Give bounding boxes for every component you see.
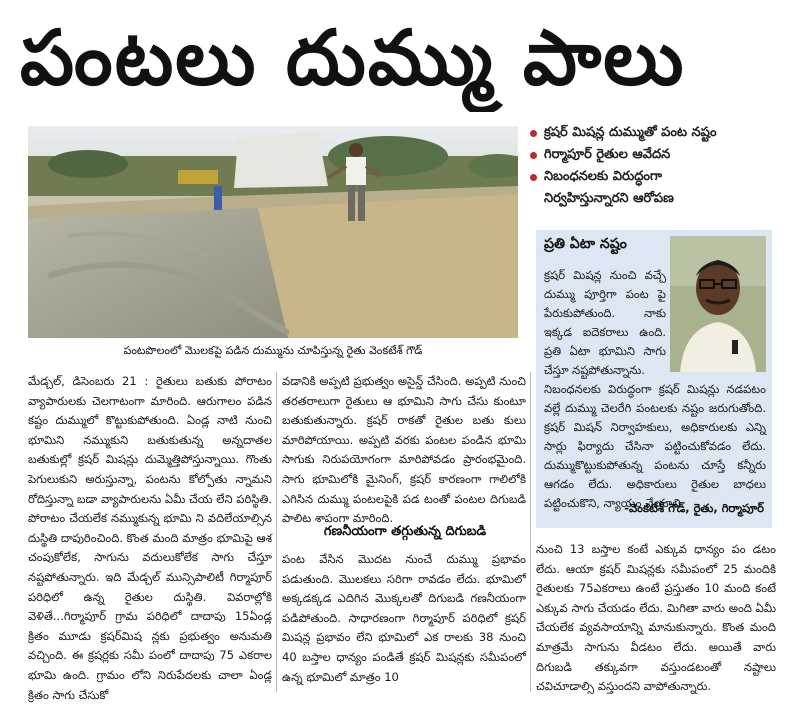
highlight-item: క్రషర్ మిషన్ల దుమ్ముతో పంట నష్టం <box>530 122 780 144</box>
farmer-portrait <box>670 236 766 372</box>
article-subheading: గణనీయంగా తగ్గుతున్న దిగుబడి <box>323 524 487 539</box>
quote-signature: -వెంకటేశ్ గౌడ్, రైతు, గిర్మాపూర్ <box>624 501 764 515</box>
article-column-3: నుంచి 13 బస్తాల కంటే ఎక్కువ ధాన్యం పం డటం లేదు. ఆయా క్రషర్ మిషన్లకు సమీపంలో 25 మందికి రైతులకు 75ఎకరాలు ఉంటే ప్రస్తుతం 10 మంది కంటే ఎక్కువ సాగు చేయడం లేదు. మిగితా వారు అంది ఏమీ చేయలేక వ్యవసాయాన్ని మానుకున్నారు. కొంత మంది మాత్రమే సాగును వీడటం లేదు. అయితే వారు దిగుబడి తక్కువగా వస్తుండటంతో నష్టాలు చవిచూడాల్సి వస్తుందని వాపోతున్నారు. <box>536 542 776 694</box>
article-column-2: వడానికి అప్పటి ప్రభుత్వం అసైన్డ్ చేసింది. అప్పటి నుంచి తరతరాలుగా రైతులు ఆ భూమిని సాగు చేసు కుంటూ బతుకుతున్నారు. క్రషర్ రాకతో రైతుల బతు కులు మారిపోయాయి. అప్పటి వరకు పంటల పండిన భూమి సాగుకు నిరుపయోగంగా మారిపోవడం ప్రారంభమైంది. సాగు భూమిలోకి మైనింగ్, క్రషర్ కారణంగా గాలిలోకి ఎగిసిన దుమ్ము పంటలపైకి పడ టంతో పంటల దిగుబడి పాలిట శాపంగా మారింది. <box>282 374 526 526</box>
article-column-2-continued: పంట వేసిన మొదట నుంచే దుమ్ము ప్రభావం పడుతుంది. మొలకలు సరిగా రావడం లేదు. భూమిలో అక్కడక్కడ ఎదిగిన మొక్కలతో దిగుబడి గణనీయంగా పడిపోతుంది. సాధారణంగా గిర్మాపూర్ పరిధిలో క్రషర్ మిషన్ల ప్రభావం లేని భూమిలో ఎక రాలకు 38 నుంచి 40 బస్తాల ధాన్యం పండితే క్రషర్ మిషన్లకు సమీపంలో ఉన్న భూమిలో మాత్రం 10 <box>282 552 526 684</box>
quote-text-body: నిబంధనలకు విరుద్ధంగా క్రషర్ మిషన్లు నడపటం వల్లే దుమ్ము చెలరేగి పంటలకు నష్టం జరుగుతోంది. క్రషర్ మిషన్ నిర్వాహకులు, అధికారులకు ఎన్ని సార్లు ఫిర్యాదు చేసినా పట్టించుకోవడం లేదు. దుమ్ముకొట్టుకుపోతున్న పంటను చూస్తే కన్నీరు ఆగడం లేదు. అధికారులు రైతుల బాధలు పట్టించుకొని, న్యాయం చేయాలి. <box>544 382 766 510</box>
news-photo <box>28 126 518 338</box>
column-divider <box>530 372 531 692</box>
column-divider <box>276 372 277 692</box>
photo-caption: పంటపొలంలో మొలకపై పడిన దుమ్మును చూపిస్తున్న రైతు వెంకటేశ్ గౌడ్ <box>123 344 423 357</box>
quote-title: ప్రతి ఏటా నష్టం <box>544 236 627 252</box>
headline: పంటలు దుమ్ము పాలు <box>20 13 686 102</box>
highlights-list <box>530 122 780 210</box>
highlight-item: నిర్వహిస్తున్నారని ఆరోపణ <box>544 191 674 206</box>
farmer-quote-box <box>536 230 772 528</box>
highlight-item: నిబంధనలకు విరుద్ధంగా <box>530 166 780 188</box>
article-column-1: మేడ్చల్, డిసెంబరు 21 : రైతులు బతుకు పోరాటం వ్యాపారులకు చెలగాటంగా మారింది. ఆరుగాలం పడిన కష్టం దుమ్ములో కొట్టుకుపోతుంది. ఏండ్ల నాటి నుంచి భూమిని నమ్ముకుని బతుకుతున్న అన్నదాతల బతుకుల్లో క్రషర్ మిషన్లు దుమ్మెత్తిపోస్తున్నాయి. గొంతు పెగులుకుని అరుస్తున్నా, పంటను కోల్పోతు న్నామని రోదిస్తున్నా బడా వ్యాపారులను ఏమీ చేయ లేని పరిస్థితి. పోరాటం చేయలేక నమ్ముకున్న భూమి ని వదిలేయాల్సిన దుస్థితి దాపురించింది. కొంత మంది మాత్రం భూమిపై ఆశ చంపుకోలేక, సాగును వదులుకోలేక సాగు చేస్తూ నష్టపోతున్నారు. ఇది మేడ్చల్ మున్సిపాలిటీ గిర్మాపూర్ పరిధిలో ఉన్న రైతుల దుస్థితి. వివరాల్లోకి వెళితే...గిర్మాపూర్ గ్రామ పరిధిలో దాదాపు 15ఏండ్ల క్రితం మూడు క్రషర్‌మిష న్లకు ప్రభుత్వం అనుమతి వచ్చింది. ఈ క్రషర్లకు సమీ పంలో దాదాపు 75 ఎకరాల భూమి ఉంది. గ్రామం లోని నిరుపేదలకు చాలా ఏండ్ల క్రితం సాగు చేసుకో <box>28 374 272 702</box>
highlight-item: గిర్మాపూర్ రైతుల ఆవేదన <box>530 144 780 166</box>
quote-text-intro: క్రషర్ మిషన్ల నుంచి వచ్చే దుమ్ము పూర్తిగా పంట పై పేరుకుపోతుంది. నాకు ఇక్కడ ఐదెకరాలు ఉంది. ప్రతి ఏటా భూమిని సాగు చేస్తూ నష్టపోతున్నాను. <box>544 268 666 377</box>
